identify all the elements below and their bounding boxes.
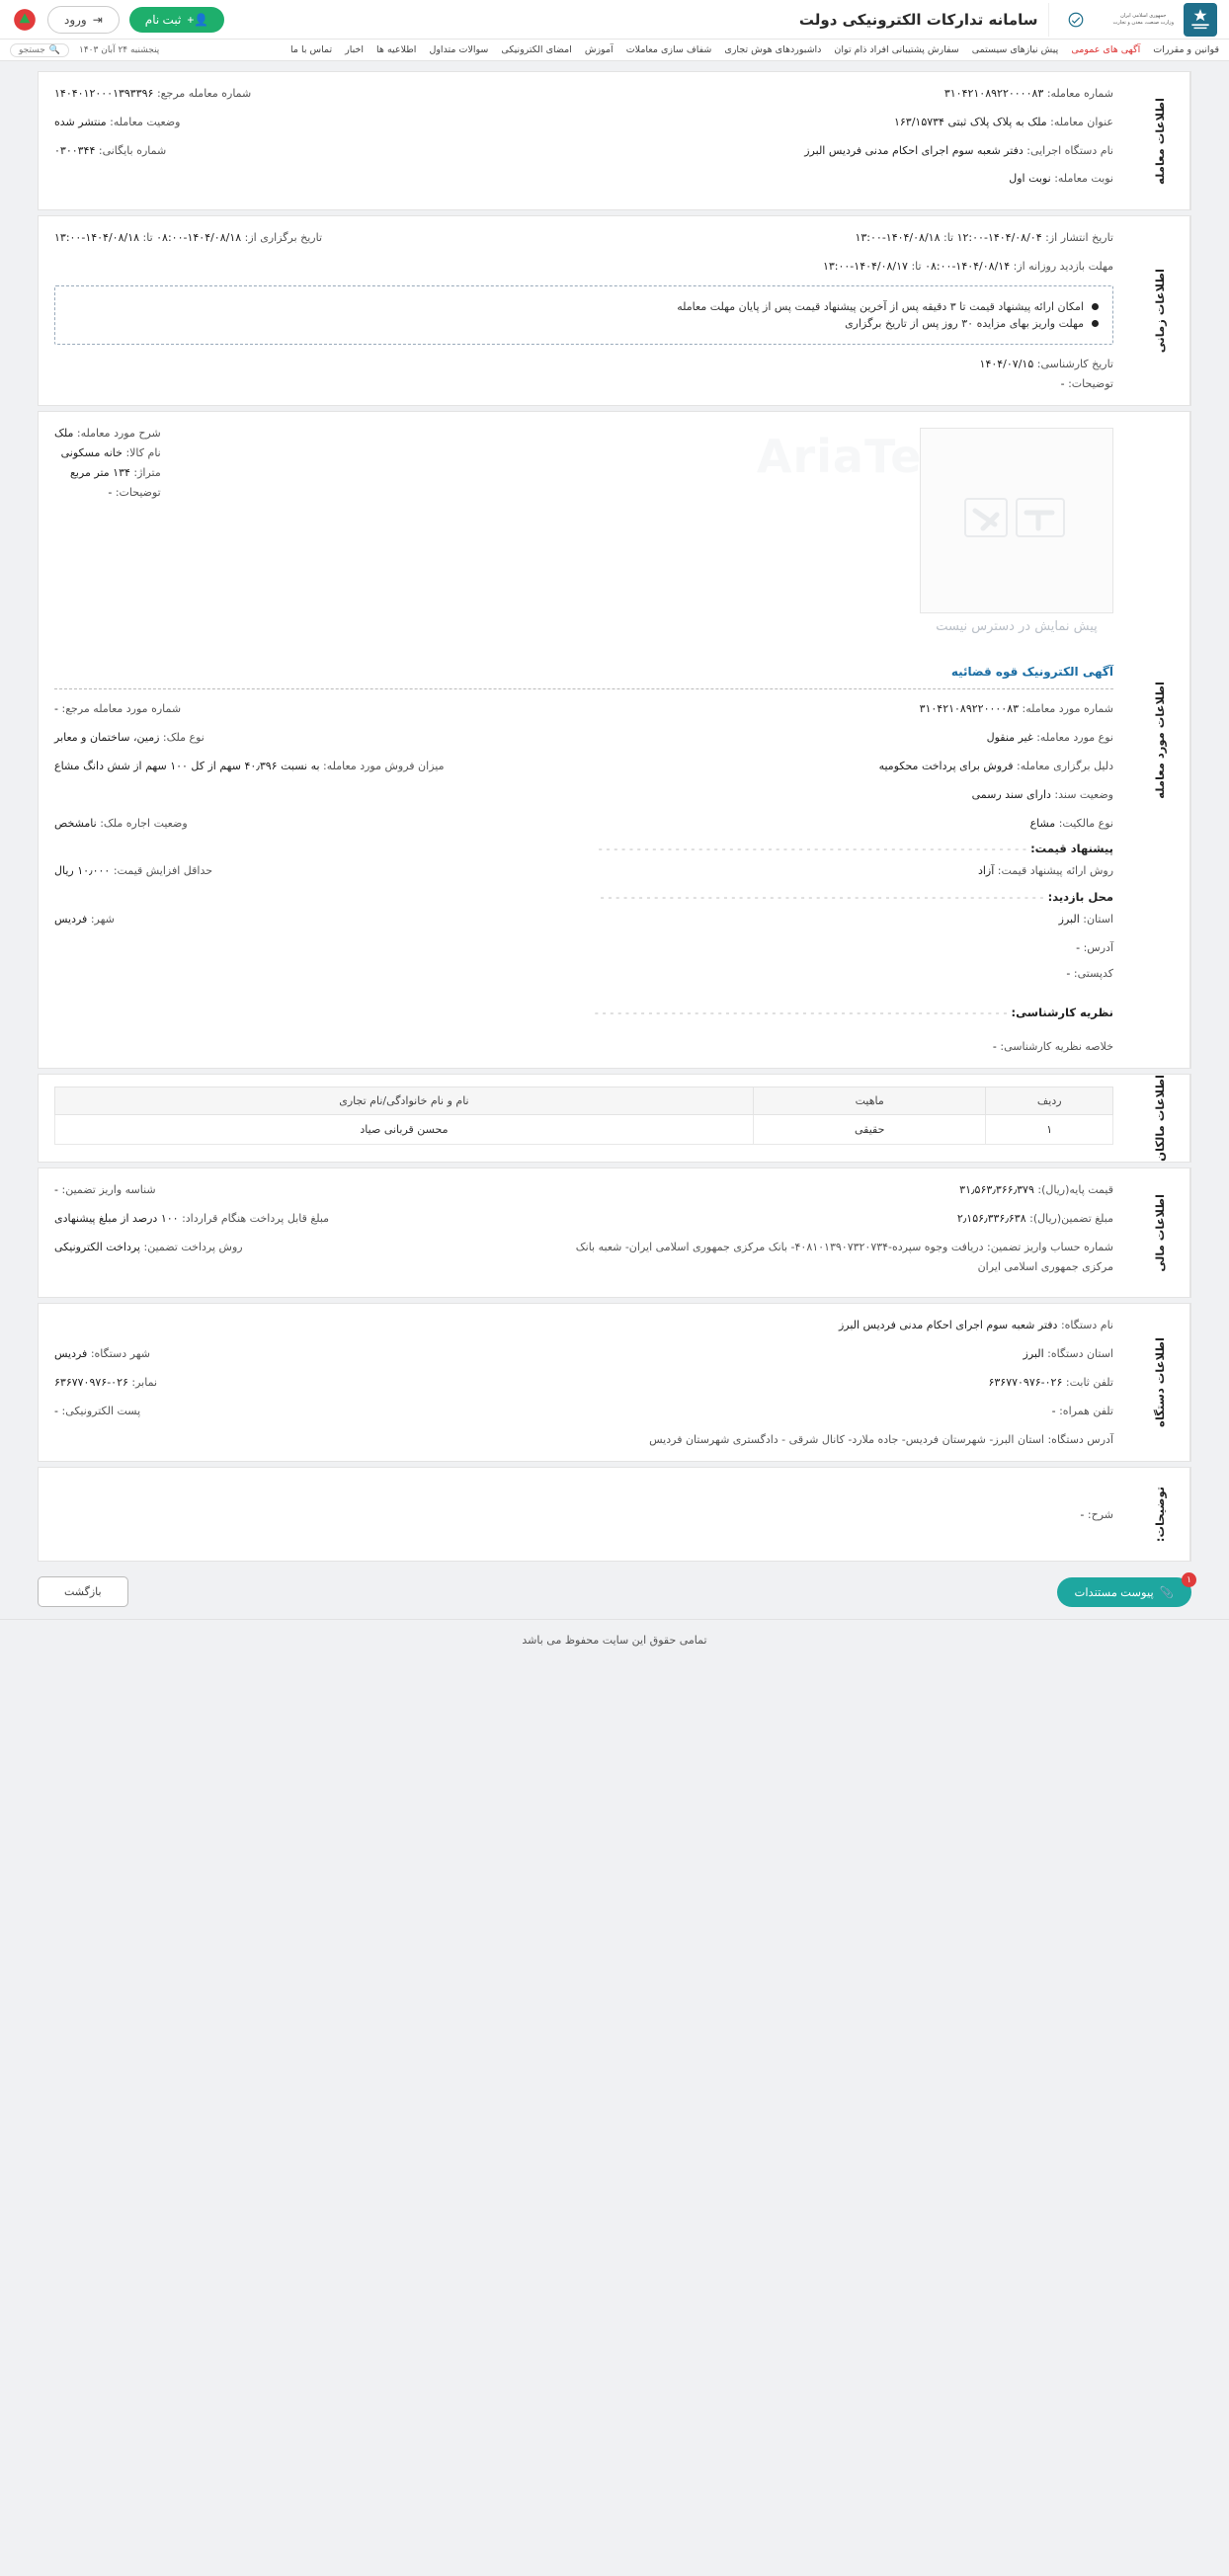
col-nature: ماهیت bbox=[753, 1087, 986, 1115]
field-value-to: ۱۴۰۴/۰۸/۱۷-۱۳:۰۰ bbox=[822, 259, 908, 273]
section-title-financial: اطلاعات مالی bbox=[1152, 1193, 1167, 1272]
attachments-button[interactable] bbox=[1057, 1573, 1191, 1607]
nav-item-5[interactable]: شفاف سازی معاملات bbox=[625, 44, 712, 55]
field-guarantee-account bbox=[560, 1238, 1113, 1277]
attachments-label: پیوست مستندات bbox=[1074, 1586, 1154, 1599]
cell-name: محسن قربانی صیاد bbox=[55, 1115, 754, 1145]
field-bid-method bbox=[978, 861, 1113, 881]
fin-row-1 bbox=[54, 1209, 1113, 1229]
subhead-visit-text: محل بازدید: bbox=[1047, 890, 1113, 905]
attachments-count-badge: ۱ bbox=[1182, 1572, 1196, 1587]
field-value: ۱۴۰۴/۰۷/۱۵ bbox=[979, 357, 1034, 370]
field-deposit-id bbox=[54, 1180, 156, 1200]
preview-caption: پیش نمایش در دسترس نیست bbox=[936, 619, 1098, 635]
subject-summary-fields bbox=[54, 424, 161, 634]
watermark-text: AriaTender bbox=[756, 430, 1044, 484]
section-deal-info bbox=[38, 71, 1191, 210]
field-value: ۰۲۶-۶۳۶۷۷۰۹۷۶ bbox=[988, 1375, 1063, 1389]
owners-table bbox=[54, 1087, 1113, 1145]
section-label-financial bbox=[1129, 1168, 1190, 1297]
field-value: ۳۱۰۴۲۱۰۸۹۲۲۰۰۰۰۸۳ bbox=[943, 87, 1044, 100]
field-time-desc bbox=[54, 374, 1113, 394]
field-guarantee-amount bbox=[957, 1209, 1113, 1229]
user-plus-icon: 👤+ bbox=[187, 12, 209, 27]
section-body-deal-info bbox=[39, 72, 1129, 209]
subhead-price bbox=[54, 842, 1113, 855]
field-label: تلفن ثابت: bbox=[1065, 1375, 1113, 1389]
field-document-status bbox=[972, 785, 1113, 805]
field-label: میزان فروش مورد معامله: bbox=[323, 759, 445, 772]
field-label: شناسه واریز تضمین: bbox=[61, 1183, 156, 1197]
section-notes bbox=[38, 1467, 1191, 1562]
nav-item-6[interactable]: آموزش bbox=[584, 44, 614, 55]
table-row bbox=[55, 1115, 1113, 1145]
section-body-agency bbox=[39, 1304, 1129, 1461]
field-value: ۳۱۰۴۲۱۰۸۹۲۲۰۰۰۰۸۳ bbox=[919, 702, 1020, 716]
back-button[interactable] bbox=[38, 1576, 128, 1607]
field-label: کدپستی: bbox=[1073, 966, 1113, 980]
field-value: مشاع bbox=[1029, 816, 1056, 830]
section-title-deal-info: اطلاعات معامله bbox=[1152, 97, 1167, 185]
field-value: دفتر شعبه سوم اجرای احکام مدنی فردیس البرز bbox=[804, 143, 1024, 157]
section-label-owners bbox=[1129, 1075, 1190, 1162]
field-label: دلیل برگزاری معامله: bbox=[1017, 759, 1113, 772]
search-placeholder: جستجو bbox=[19, 44, 45, 55]
field-label: نام دستگاه: bbox=[1060, 1319, 1113, 1332]
field-value: فروش برای پرداخت محکومیه bbox=[878, 759, 1014, 772]
section-label-subject-info bbox=[1129, 412, 1190, 1068]
section-title-time-info: اطلاعات زمانی bbox=[1152, 269, 1167, 354]
field-label: تاریخ کارشناسی: bbox=[1036, 357, 1113, 370]
cell-index: ۱ bbox=[986, 1115, 1113, 1145]
field-agency-email bbox=[54, 1402, 140, 1421]
agency-row-1 bbox=[54, 1344, 1113, 1364]
subject-pair-0 bbox=[54, 699, 1113, 719]
field-value: دفتر شعبه سوم اجرای احکام مدنی فردیس البرز bbox=[838, 1319, 1058, 1332]
field-agency-address bbox=[54, 1430, 1113, 1450]
field-label: متراژ: bbox=[133, 465, 161, 479]
site-title: سامانه تدارکات الکترونیکی دولت bbox=[798, 10, 1038, 29]
field-value-to: ۱۴۰۴/۰۸/۱۸-۱۳:۰۰ bbox=[855, 231, 941, 245]
bottom-actions bbox=[0, 1567, 1229, 1607]
gov-org-text bbox=[1113, 13, 1174, 26]
field-sale-share bbox=[54, 757, 444, 776]
field-subject-type bbox=[987, 728, 1113, 748]
field-value: ۰۳۰۰۳۴۴ bbox=[54, 143, 96, 157]
field-value: - bbox=[108, 485, 113, 499]
subhead-price-text: پیشنهاد قیمت: bbox=[1030, 842, 1113, 856]
brand-area bbox=[799, 3, 1217, 37]
field-label: قیمت پایه(ریال): bbox=[1037, 1183, 1113, 1197]
field-visit-province bbox=[1059, 910, 1113, 929]
time-row-2 bbox=[54, 257, 1113, 277]
field-visit-postal bbox=[54, 964, 1113, 984]
subhead-dashes: - - - - - - - - - - - - - - - - - - - - - - - - - - - - - - - - - - - - - - - - - - - - - - - - - - - - - - bbox=[594, 1005, 1008, 1019]
field-contract-payment bbox=[54, 1209, 329, 1229]
col-name: نام و نام خانوادگی/نام تجاری bbox=[55, 1087, 754, 1115]
bullet-icon bbox=[1092, 303, 1099, 310]
field-value: ۱۴۰۴/۰۸/۱۴-۰۸:۰۰ bbox=[925, 259, 1011, 273]
field-label: شماره مورد معامله مرجع: bbox=[61, 702, 182, 716]
field-label: نوبت معامله: bbox=[1054, 172, 1113, 186]
subject-summary-area bbox=[54, 424, 1113, 651]
field-label: تلفن همراه: bbox=[1059, 1404, 1113, 1417]
field-base-price bbox=[959, 1180, 1113, 1200]
field-label: شماره بایگانی: bbox=[98, 143, 167, 157]
field-value: ۱۴۰۴/۰۸/۰۴-۱۲:۰۰ bbox=[956, 231, 1042, 245]
field-label: روش پرداخت تضمین: bbox=[143, 1240, 243, 1253]
field-value: - bbox=[1066, 966, 1071, 980]
search-input[interactable] bbox=[10, 43, 69, 57]
field-label: آدرس: bbox=[1083, 940, 1113, 954]
org-line-2: وزارت صنعت، معدن و تجارت bbox=[1112, 19, 1174, 26]
page-content bbox=[0, 61, 1229, 1562]
time-row-1 bbox=[54, 228, 1113, 248]
field-label: مبلغ تضمین(ریال): bbox=[1029, 1211, 1113, 1225]
field-agency-province bbox=[1024, 1344, 1113, 1364]
field-min-increment bbox=[54, 861, 212, 881]
nav-item-0[interactable]: قوانین و مقررات bbox=[1153, 44, 1219, 55]
search-icon: 🔍 bbox=[48, 44, 60, 55]
field-subject-number bbox=[920, 699, 1113, 719]
preview-area bbox=[920, 424, 1113, 634]
field-label: شماره حساب واریز تضمین: دریافت وجوه سپرده-۴۰۸۱۰۱۳۹۰۷۳۲۰۷۳۴- بانک مرکزی جمهوری اسلامی ایران- شعبه بانک مرکزی جمهوری اسلامی ایران bbox=[575, 1240, 1113, 1273]
field-label: نوع ملک: bbox=[162, 731, 205, 745]
field-label: شرح مورد معامله: bbox=[76, 427, 161, 441]
subhead-visit bbox=[54, 890, 1113, 904]
org-line-1: جمهوری اسلامی ایران bbox=[1120, 13, 1167, 19]
field-publish-range bbox=[855, 228, 1113, 248]
gov-logo-icon bbox=[1184, 3, 1217, 37]
field-value: زمین، ساختمان و معابر bbox=[54, 731, 160, 745]
field-label: شماره معامله: bbox=[1046, 87, 1113, 100]
field-value: البرز bbox=[1023, 1347, 1044, 1361]
login-arrow-icon: ⇥ bbox=[92, 12, 103, 27]
field-label: مبلغ قابل پرداخت هنگام قرارداد: bbox=[182, 1211, 330, 1225]
divider bbox=[54, 688, 1113, 689]
nav-date: پنجشنبه ۲۴ آبان ۱۴۰۳ bbox=[79, 44, 160, 55]
field-label: شماره مورد معامله: bbox=[1022, 702, 1113, 716]
time-notes-box bbox=[54, 285, 1113, 345]
nav-item-3[interactable]: سفارش پشتیبانی افراد ذام توان bbox=[834, 44, 959, 55]
field-value: ۱۰۰ درصد از مبلغ پیشنهادی bbox=[54, 1211, 179, 1225]
field-value: - bbox=[992, 1039, 997, 1053]
field-visit-range bbox=[823, 257, 1113, 277]
field-expert-summary bbox=[54, 1037, 1113, 1057]
login-label: ورود bbox=[64, 12, 87, 27]
field-label: وضعیت معامله: bbox=[110, 115, 181, 128]
judicial-notice-link[interactable]: آگهی الکترونیک قوه قضائیه bbox=[950, 665, 1113, 680]
field-label: شرح: bbox=[1087, 1508, 1113, 1522]
field-agency-fax bbox=[54, 1373, 157, 1393]
nav-utility bbox=[10, 43, 159, 57]
main-nav bbox=[0, 40, 1229, 61]
field-label: توضیحات: bbox=[1068, 376, 1113, 390]
nav-item-7[interactable]: امضای الکترونیکی bbox=[501, 44, 572, 55]
field-label: نمابر: bbox=[131, 1375, 158, 1389]
section-title-agency: اطلاعات دستگاه bbox=[1152, 1337, 1167, 1428]
section-label-agency bbox=[1129, 1304, 1190, 1461]
field-value: ۱۴۰۴/۰۸/۱۸-۰۸:۰۰ bbox=[156, 231, 242, 245]
section-subject-info bbox=[38, 411, 1191, 1069]
field-label: استان: bbox=[1083, 913, 1113, 926]
ariatender-logo bbox=[12, 7, 38, 33]
section-body-financial bbox=[39, 1168, 1129, 1297]
paperclip-icon: 📎 bbox=[1159, 1586, 1174, 1599]
back-label: بازگشت bbox=[64, 1586, 102, 1599]
price-pair-0 bbox=[54, 861, 1113, 881]
field-label: نام دستگاه اجرایی: bbox=[1026, 143, 1113, 157]
field-value: ۲٫۱۵۶٫۳۳۶٫۶۳۸ bbox=[956, 1211, 1026, 1225]
field-value: پرداخت الکترونیکی bbox=[54, 1240, 140, 1253]
section-title-notes: توضیحات: bbox=[1152, 1487, 1167, 1543]
field-rent-status bbox=[54, 814, 188, 834]
field-holding-range bbox=[54, 228, 322, 248]
section-owners bbox=[38, 1074, 1191, 1163]
field-expert-date bbox=[54, 355, 1113, 374]
field-value: - bbox=[1080, 1508, 1085, 1522]
deal-row-4 bbox=[54, 169, 1113, 189]
field-deal-number bbox=[944, 84, 1113, 104]
deal-row-1 bbox=[54, 84, 1113, 104]
field-label: خلاصه نظریه کارشناسی: bbox=[1000, 1039, 1113, 1053]
signup-button[interactable] bbox=[129, 7, 224, 33]
section-body-owners bbox=[39, 1075, 1129, 1162]
subject-pair-2 bbox=[54, 757, 1113, 776]
top-bar-actions bbox=[12, 6, 224, 34]
bullet-icon bbox=[1092, 320, 1099, 327]
field-area bbox=[54, 463, 161, 483]
section-body-subject-info bbox=[39, 412, 1129, 1068]
nav-item-11[interactable]: تماس با ما bbox=[289, 44, 333, 55]
footer bbox=[0, 1619, 1229, 1650]
field-label: وضعیت سند: bbox=[1054, 787, 1113, 801]
field-value: ۳۱٫۵۶۳٫۳۶۶٫۳۷۹ bbox=[959, 1183, 1034, 1197]
field-deal-title bbox=[894, 113, 1113, 132]
nav-item-1[interactable]: آگهی های عمومی bbox=[1071, 44, 1141, 55]
field-deal-status bbox=[54, 113, 180, 132]
field-label: توضیحات: bbox=[115, 485, 161, 499]
field-goods-name bbox=[54, 443, 161, 463]
field-value: - bbox=[1060, 376, 1065, 390]
agency-row-2 bbox=[54, 1373, 1113, 1393]
field-visit-city bbox=[54, 910, 115, 929]
field-auction-reason bbox=[879, 757, 1113, 776]
field-label: مهلت بازدید روزانه از: bbox=[1013, 259, 1113, 273]
field-value: فردیس bbox=[54, 1347, 88, 1361]
field-value: آزاد bbox=[977, 864, 995, 878]
field-value: خانه مسکونی bbox=[60, 446, 123, 460]
field-label: آدرس دستگاه: استان البرز- شهرستان فردیس- جاده ملارد- کانال شرقی - دادگستری شهرستان فردیس bbox=[649, 1432, 1113, 1446]
field-label: نوع مالکیت: bbox=[1058, 816, 1113, 830]
field-ownership-type bbox=[1030, 814, 1113, 834]
field-value: - bbox=[54, 1404, 58, 1417]
top-bar bbox=[0, 0, 1229, 40]
table-header-row bbox=[55, 1087, 1113, 1115]
section-financial bbox=[38, 1167, 1191, 1298]
time-note-0 bbox=[69, 300, 1099, 313]
nav-item-8[interactable]: سوالات متداول bbox=[429, 44, 489, 55]
field-value: البرز bbox=[1058, 913, 1080, 926]
field-value: به نسبت ۴۰٫۳۹۶ سهم از کل ۱۰۰ سهم از شش دانگ مشاع bbox=[54, 759, 320, 772]
field-value: - bbox=[54, 1183, 58, 1197]
field-label: شهر: bbox=[90, 913, 115, 926]
preview-placeholder bbox=[920, 428, 1113, 613]
field-label: حداقل افزایش قیمت: bbox=[113, 864, 213, 878]
field-value: ملک به پلاک پلاک ثبتی ۱۶۳/۱۵۷۳۴ bbox=[893, 115, 1047, 128]
section-body-time-info bbox=[39, 216, 1129, 405]
section-body-notes bbox=[39, 1468, 1129, 1561]
setad-seal-icon bbox=[1048, 3, 1104, 37]
field-value: منتشر شده bbox=[54, 115, 107, 128]
subject-pair-1 bbox=[54, 728, 1113, 748]
section-label-notes bbox=[1129, 1468, 1190, 1561]
field-value: دارای سند رسمی bbox=[971, 787, 1051, 801]
time-note-text: مهلت واریز بهای مزایده ۳۰ روز پس از تاریخ برگزاری bbox=[845, 316, 1084, 330]
field-agency-name bbox=[804, 141, 1113, 161]
section-title-subject-info: اطلاعات مورد معامله bbox=[1152, 681, 1167, 799]
field-label: وضعیت اجاره ملک: bbox=[100, 816, 188, 830]
section-label-deal-info bbox=[1129, 72, 1190, 209]
subject-pair-3 bbox=[54, 785, 1113, 805]
field-agency-mobile bbox=[1052, 1402, 1113, 1421]
subhead-dashes: - - - - - - - - - - - - - - - - - - - - - - - - - - - - - - - - - - - - - - - - - - - - - - - - - - - - - - - - bbox=[598, 842, 1027, 856]
fin-row-0 bbox=[54, 1180, 1113, 1200]
field-visit-address bbox=[54, 938, 1113, 958]
field-value: ۱۰٫۰۰۰ ریال bbox=[54, 864, 111, 878]
field-label: پست الکترونیکی: bbox=[61, 1404, 141, 1417]
field-deal-ref-number bbox=[54, 84, 251, 104]
field-value: فردیس bbox=[54, 913, 88, 926]
nav-item-10[interactable]: اخبار bbox=[345, 44, 365, 55]
field-value: نامشخص bbox=[54, 816, 97, 830]
field-agency-title bbox=[54, 1316, 1113, 1335]
section-agency bbox=[38, 1303, 1191, 1462]
field-label: نوع مورد معامله: bbox=[1036, 731, 1113, 745]
field-subject-notes bbox=[54, 483, 161, 503]
nav-items bbox=[290, 44, 1219, 55]
field-subject-ref-number bbox=[54, 699, 181, 719]
field-label-to: تا: bbox=[942, 231, 954, 245]
field-label: شماره معامله مرجع: bbox=[156, 87, 252, 100]
section-time-info bbox=[38, 215, 1191, 406]
field-value: ۱۴۰۴۰۱۲۰۰۰۱۳۹۳۳۹۶ bbox=[54, 87, 154, 100]
section-title-owners: اطلاعات مالکان bbox=[1152, 1075, 1167, 1163]
nav-item-4[interactable]: داشبوردهای هوش تجاری bbox=[724, 44, 822, 55]
field-label: تاریخ برگزاری از: bbox=[244, 231, 323, 245]
section-label-time-info bbox=[1129, 216, 1190, 405]
field-subject-desc bbox=[54, 424, 161, 443]
cell-nature: حقیقی bbox=[753, 1115, 986, 1145]
field-guarantee-method bbox=[54, 1238, 243, 1277]
field-value: - bbox=[1076, 940, 1081, 954]
field-value: ۱۳۴ متر مربع bbox=[70, 465, 130, 479]
time-note-text: امکان ارائه پیشنهاد قیمت تا ۳ دقیقه پس از آخرین پیشنهاد قیمت پس از پایان مهلت معامله bbox=[677, 299, 1084, 313]
subhead-expert-text: نظریه کارشناسی: bbox=[1011, 1005, 1113, 1019]
field-label-to: تا: bbox=[911, 259, 922, 273]
deal-row-3 bbox=[54, 141, 1113, 161]
field-property-type bbox=[54, 728, 205, 748]
field-notes-text bbox=[54, 1505, 1113, 1525]
field-value: ملک bbox=[54, 427, 74, 441]
subhead-dashes: - - - - - - - - - - - - - - - - - - - - - - - - - - - - - - - - - - - - - - - - - - - - - - - - - - - - - - - - - - bbox=[600, 890, 1044, 905]
field-value: غیر منقول bbox=[986, 731, 1033, 745]
field-label: عنوان معامله: bbox=[1050, 115, 1113, 128]
time-note-1 bbox=[69, 317, 1099, 330]
nav-item-9[interactable]: اطلاعیه ها bbox=[376, 44, 417, 55]
visit-pair-0 bbox=[54, 910, 1113, 929]
field-archive-number bbox=[54, 141, 166, 161]
deal-row-2 bbox=[54, 113, 1113, 132]
footer-text: تمامی حقوق این سایت محفوظ می باشد bbox=[522, 1634, 707, 1648]
col-index: ردیف bbox=[986, 1087, 1113, 1115]
field-label: روش ارائه پیشنهاد قیمت: bbox=[997, 864, 1113, 878]
fin-row-2 bbox=[54, 1238, 1113, 1277]
field-value: نوبت اول bbox=[1009, 172, 1051, 186]
field-value: ۰۲۶-۶۳۶۷۷۰۹۷۶ bbox=[54, 1375, 128, 1389]
field-value: - bbox=[1051, 1404, 1056, 1417]
signup-label: ثبت نام bbox=[144, 12, 182, 27]
field-agency-phone bbox=[988, 1373, 1113, 1393]
login-button[interactable] bbox=[47, 6, 120, 34]
field-agency-city bbox=[54, 1344, 150, 1364]
gavel-icon bbox=[957, 473, 1076, 568]
field-value: - bbox=[54, 702, 58, 716]
subhead-expert bbox=[54, 1006, 1113, 1019]
field-value-to: ۱۴۰۴/۰۸/۱۸-۱۳:۰۰ bbox=[54, 231, 140, 245]
field-label: استان دستگاه: bbox=[1047, 1347, 1113, 1361]
field-label: شهر دستگاه: bbox=[90, 1347, 150, 1361]
subject-pair-4 bbox=[54, 814, 1113, 834]
field-deal-round bbox=[1009, 169, 1113, 189]
field-label: تاریخ انتشار از: bbox=[1045, 231, 1113, 245]
agency-row-3 bbox=[54, 1402, 1113, 1421]
field-label-to: تا: bbox=[142, 231, 153, 245]
nav-item-2[interactable]: پیش نیازهای سیستمی bbox=[971, 44, 1059, 55]
field-label: نام کالا: bbox=[125, 446, 161, 460]
